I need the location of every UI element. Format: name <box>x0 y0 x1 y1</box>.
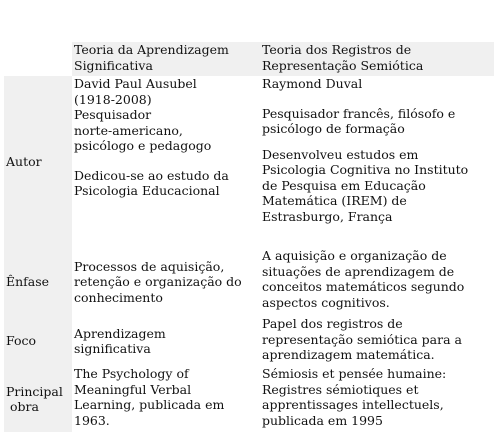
foco-col2: Papel dos registros de representação semiótica para a aprendizagem matemática. <box>260 316 494 366</box>
comparison-table <box>4 42 494 432</box>
autor-col2: Raymond Duval Pesquisador francês, filósofo e psicólogo de formação Desenvolveu estudos em Psicologia Cognitiva no Instituto de Pesquisa em Educação Matemática (IREM) de Estrasburgo, França <box>260 76 494 248</box>
header-col1: Teoria da Aprendizagem Significativa <box>72 42 260 76</box>
row-label-foco: Foco <box>4 316 72 366</box>
row-label-autor: Autor <box>4 76 72 248</box>
foco-col1: Aprendizagem significativa <box>72 316 260 366</box>
row-label-enfase: Ênfase <box>4 248 72 316</box>
row-label-obra: Principal obra <box>4 366 72 432</box>
row-foco <box>4 316 494 366</box>
enfase-col2: A aquisição e organização de situações de aprendizagem de conceitos matemáticos segundo aspectos cognitivos. <box>260 248 494 316</box>
autor-col1: David Paul Ausubel (1918-2008) Pesquisador norte-americano, psicólogo e pedagogo Dedicou-se ao estudo da Psicologia Educacional <box>72 76 260 248</box>
row-obra <box>4 366 494 432</box>
enfase-col1: Processos de aquisição, retenção e organização do conhecimento <box>72 248 260 316</box>
row-enfase <box>4 248 494 316</box>
obra-col2: Sémiosis et pensée humaine: Registres sémiotiques et apprentissages intellectuels, publicada em 1995 <box>260 366 494 432</box>
header-empty-cell <box>4 42 72 76</box>
row-autor <box>4 76 494 248</box>
obra-col1: The Psychology of Meaningful Verbal Learning, publicada em 1963. <box>72 366 260 432</box>
header-row <box>4 42 494 76</box>
header-col2: Teoria dos Registros de Representação Semiótica <box>260 42 494 76</box>
